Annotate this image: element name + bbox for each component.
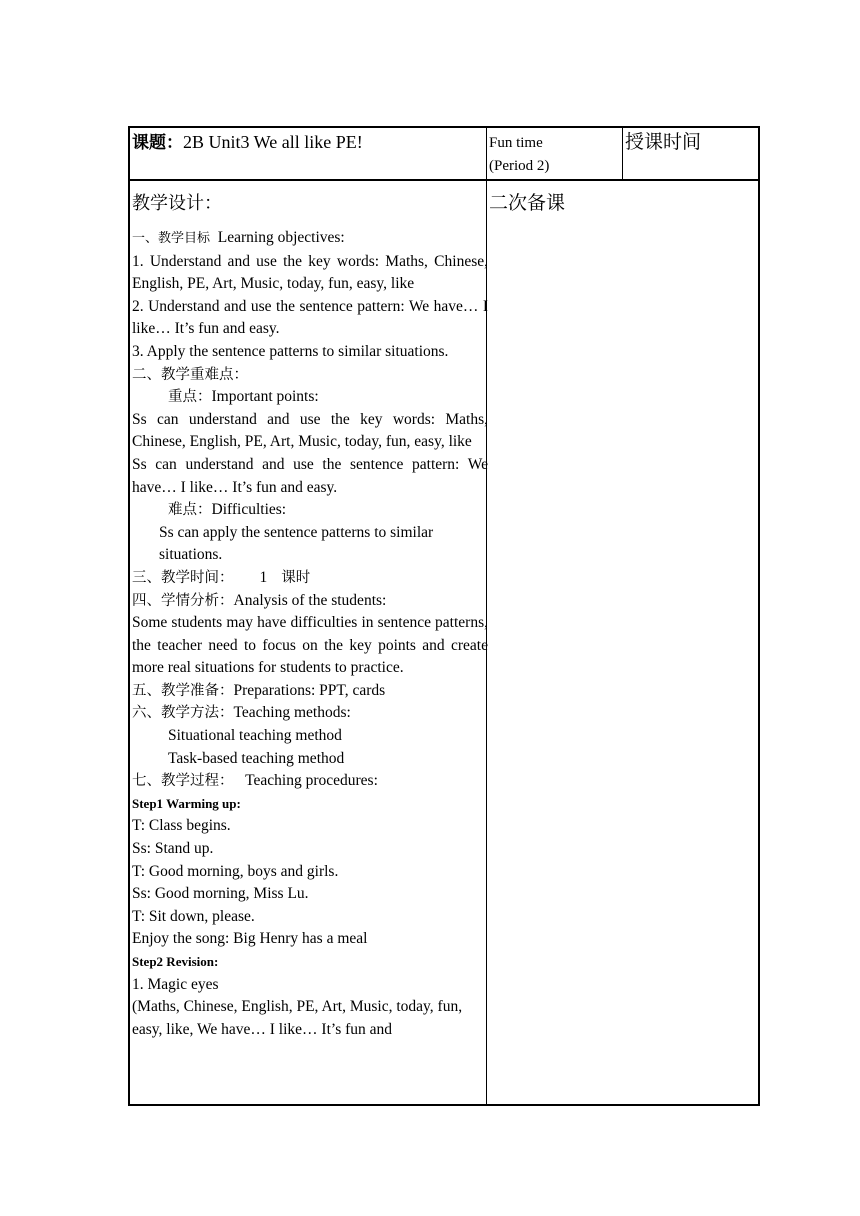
lesson-title — [132, 130, 363, 155]
difficulty-1: Ss can apply the sentence patterns to similar situations. — [159, 523, 434, 564]
method-2: Task-based teaching method — [168, 749, 345, 767]
lesson-title-text: 2B Unit3 We all like PE! — [183, 132, 363, 152]
key-points-heading: 二、教学重难点： — [132, 366, 248, 383]
step1-line: Ss: Stand up. — [132, 840, 214, 858]
important-point-1: Ss can understand and use the key words: Maths, Chinese, English, PE, Art, Music, today, fun, easy, like — [132, 410, 488, 451]
lesson-period — [489, 132, 623, 178]
teaching-design-label: 教学设计： — [132, 193, 222, 214]
objectives-heading: 一、教学目标 Learning objectives: — [132, 229, 345, 246]
lesson-title-label: 课题： — [132, 133, 183, 153]
step1-title: Step1 Warming up: — [132, 795, 241, 811]
teaching-design-body — [132, 181, 488, 1041]
period-line-2: (Period 2) — [489, 158, 550, 174]
step1-line: T: Sit down, please. — [132, 907, 255, 925]
step1-line: Enjoy the song: Big Henry has a meal — [132, 930, 368, 948]
preparations-heading: 五、教学准备：Preparations: PPT, cards — [132, 681, 386, 699]
important-points-heading: 重点：Important points: — [168, 388, 319, 406]
methods-heading: 六、教学方法：Teaching methods: — [132, 704, 351, 722]
step2-title: Step2 Revision: — [132, 954, 219, 969]
step2-line: (Maths, Chinese, English, PE, Art, Music, today, fun, easy, like, We have… I like… It’s fun and — [132, 998, 463, 1038]
important-point-2: Ss can understand and use the sentence pattern: We have… I like… It’s fun and easy. — [132, 455, 488, 496]
method-1: Situational teaching method — [168, 727, 342, 745]
period-line-1: Fun time — [489, 135, 543, 151]
analysis-text: Some students may have difficulties in sentence patterns, the teacher need to focus on the key points and create more real situations for students to practice. — [132, 614, 488, 677]
second-preparation-label: 二次备课 — [489, 192, 566, 214]
objective-2: 2. Understand and use the sentence pattern: We have… I like… It’s fun and easy. — [132, 297, 488, 338]
step2-line: 1. Magic eyes — [132, 975, 219, 993]
lesson-plan-table — [128, 126, 760, 1106]
analysis-heading: 四、学情分析：Analysis of the students: — [132, 591, 387, 609]
step1-line: T: Class begins. — [132, 817, 231, 835]
procedures-heading: 七、教学过程： Teaching procedures: — [132, 772, 378, 790]
objective-3: 3. Apply the sentence patterns to similar situations. — [132, 342, 449, 360]
step1-line: Ss: Good morning, Miss Lu. — [132, 885, 309, 903]
difficulties-heading: 难点：Difficulties: — [168, 501, 287, 519]
teaching-time-row: 三、教学时间： 1 课时 — [132, 568, 311, 586]
objective-1: 1. Understand and use the key words: Maths, Chinese, English, PE, Art, Music, today, fun, easy, like — [132, 252, 488, 293]
teaching-time-label: 授课时间 — [625, 131, 702, 153]
step1-line: T: Good morning, boys and girls. — [132, 862, 339, 880]
